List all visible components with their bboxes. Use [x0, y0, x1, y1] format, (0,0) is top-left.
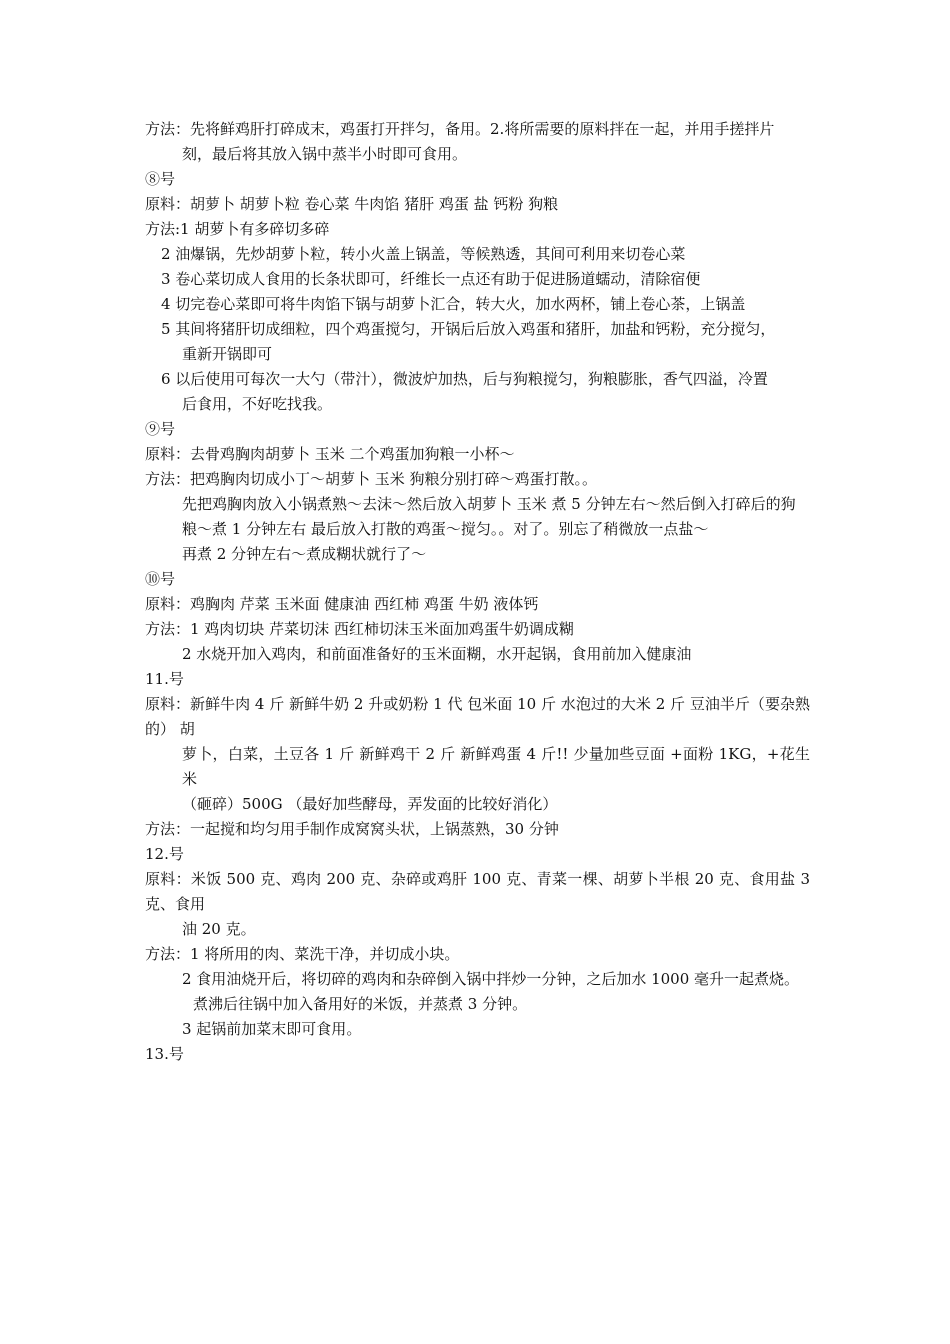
text-line: ⑨号 [145, 420, 176, 438]
text-line: ⑩号 [145, 570, 176, 588]
text-line: 原料：新鲜牛肉 4 斤 新鲜牛奶 2 升或奶粉 1 代 包米面 10 斤 水泡过的大米 2 斤 豆油半斤（要杂熟的） 胡 [145, 695, 810, 738]
text-line: 萝卜，白菜，土豆各 1 斤 新鲜鸡干 2 斤 新鲜鸡蛋 4 斤!! 少量加些豆面 +面粉 1KG，+花生米 [182, 745, 810, 788]
text-line: 2 水烧开加入鸡肉，和前面准备好的玉米面糊，水开起锅，食用前加入健康油 [182, 645, 692, 663]
text-line: 油 20 克。 [182, 920, 256, 938]
text-line: 方法：把鸡胸肉切成小丁～胡萝卜 玉米 狗粮分别打碎～鸡蛋打散。。 [145, 470, 598, 488]
text-line: 煮沸后往锅中加入备用好的米饭，并蒸煮 3 分钟。 [193, 995, 528, 1013]
text-line: ⑧号 [145, 170, 176, 188]
text-line: 方法:1 胡萝卜有多碎切多碎 [145, 220, 330, 238]
text-line: 原料：米饭 500 克、鸡肉 200 克、杂碎或鸡肝 100 克、青菜一棵、胡萝卜半根 20 克、食用盐 3 克、食用 [145, 870, 810, 913]
text-line: 3 卷心菜切成人食用的长条状即可，纤维长一点还有助于促进肠道蠕动，清除宿便 [161, 270, 701, 288]
text-line: 2 食用油烧开后，将切碎的鸡肉和杂碎倒入锅中拌炒一分钟，之后加水 1000 毫升一起煮烧。 [182, 970, 800, 988]
text-line: 后食用，不好吃找我。 [182, 395, 333, 413]
text-line: 2 油爆锅，先炒胡萝卜粒，转小火盖上锅盖，等候熟透，其间可利用来切卷心菜 [161, 245, 686, 263]
text-line: 方法：1 将所用的肉、菜洗干净，并切成小块。 [145, 945, 460, 963]
text-line: 13.号 [145, 1045, 184, 1063]
text-line: 方法：一起搅和均匀用手制作成窝窝头状，上锅蒸熟，30 分钟 [145, 820, 559, 838]
text-line: 重新开锅即可 [182, 345, 273, 363]
text-line: 原料：鸡胸肉 芹菜 玉米面 健康油 西红柿 鸡蛋 牛奶 液体钙 [145, 595, 539, 613]
text-line: （砸碎）500G （最好加些酵母，弄发面的比较好消化） [182, 795, 558, 813]
text-line: 刻，最后将其放入锅中蒸半小时即可食用。 [182, 145, 468, 163]
text-line: 方法：先将鲜鸡肝打碎成末，鸡蛋打开拌匀，备用。2.将所需要的原料拌在一起，并用手搓拌片 [145, 120, 775, 138]
text-line: 6 以后使用可每次一大勺（带汁），微波炉加热，后与狗粮搅匀，狗粮膨胀，香气四溢，冷置 [161, 370, 768, 388]
text-line: 3 起锅前加菜末即可食用。 [182, 1020, 362, 1038]
text-line: 方法：1 鸡肉切块 芹菜切沫 西红柿切沫玉米面加鸡蛋牛奶调成糊 [145, 620, 574, 638]
text-line: 粮～煮 1 分钟左右 最后放入打散的鸡蛋～搅匀。。对了。别忘了稍微放一点盐～ [182, 520, 709, 538]
text-line: 原料：胡萝卜 胡萝卜粒 卷心菜 牛肉馅 猪肝 鸡蛋 盐 钙粉 狗粮 [145, 195, 559, 213]
text-line: 原料：去骨鸡胸肉胡萝卜 玉米 二个鸡蛋加狗粮一小杯～ [145, 445, 515, 463]
text-line: 4 切完卷心菜即可将牛肉馅下锅与胡萝卜汇合，转大火，加水两杯，铺上卷心茶，上锅盖 [161, 295, 746, 313]
text-line: 11.号 [145, 670, 184, 688]
document-page [145, 117, 810, 1067]
text-line: 12.号 [145, 845, 184, 863]
text-line: 5 其间将猪肝切成细粒，四个鸡蛋搅匀，开锅后后放入鸡蛋和猪肝，加盐和钙粉，充分搅匀， [161, 320, 776, 338]
text-line: 再煮 2 分钟左右～煮成糊状就行了～ [182, 545, 427, 563]
text-line: 先把鸡胸肉放入小锅煮熟～去沫～然后放入胡萝卜 玉米 煮 5 分钟左右～然后倒入打碎后的狗 [182, 495, 796, 513]
